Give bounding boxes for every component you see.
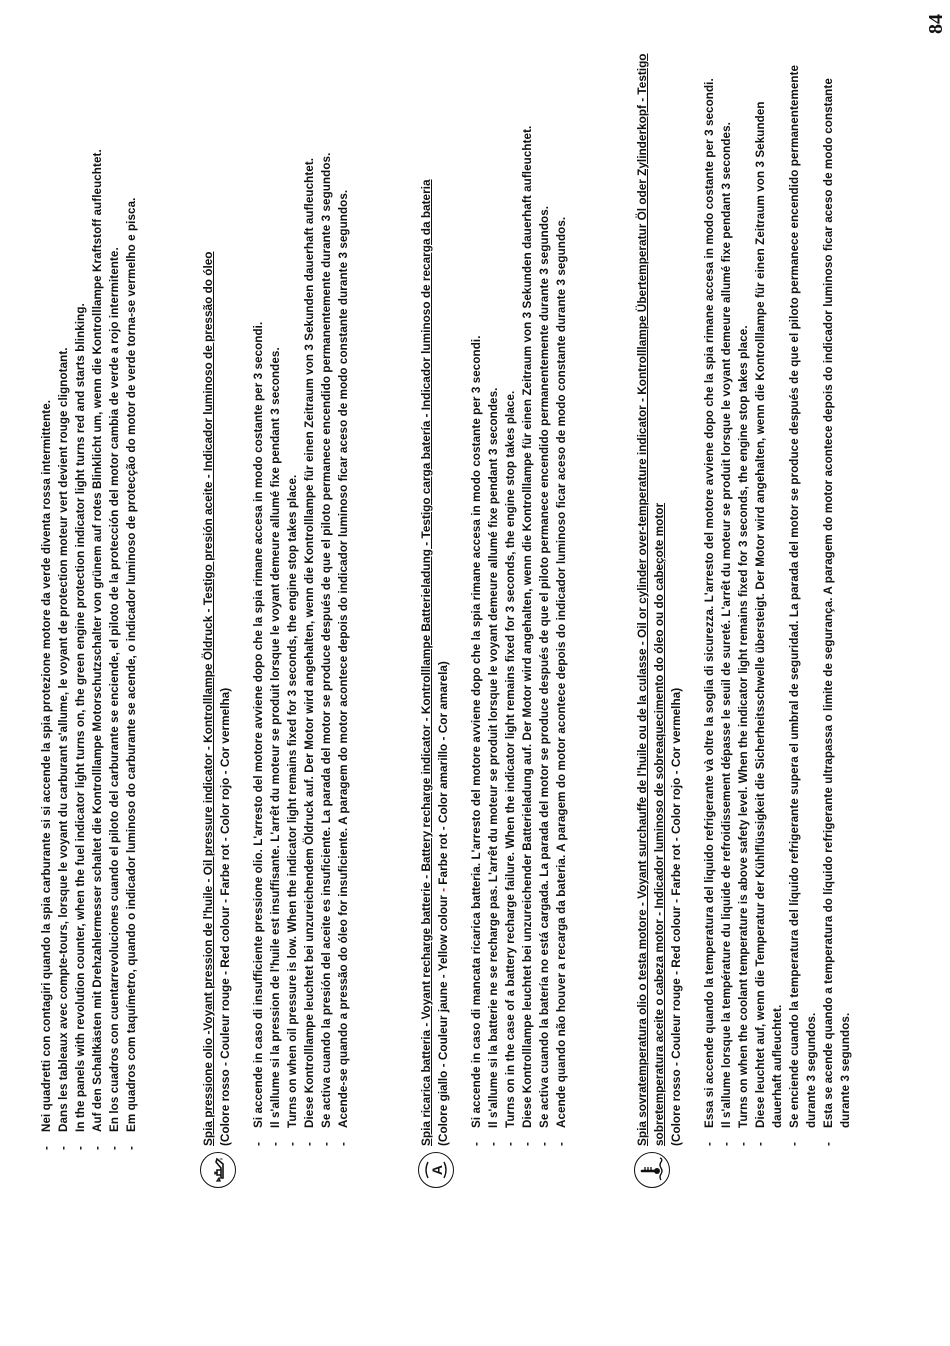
thermometer-icon-graphic — [638, 1156, 666, 1184]
list-item: - Dans les tableaux avec compte-tours, lorsque le voyant du carburant s'allume, le voyant de protection moteur vert devient rouge clignotant. — [55, 50, 72, 1150]
intro-block — [38, 50, 140, 1150]
list-item: - Se enciende cuando la temperatura del líquido refrigerante supera el umbral de seguridad. La parada del motor se produce después de que el piloto permanece encendido permanentemente durante 3 segundos. — [786, 46, 820, 1146]
intro-list — [38, 50, 140, 1150]
section-list — [468, 46, 570, 1146]
list-item: - Auf den Schaltkästen mit Drehzahlermesser schaltet die Kontrolllampe Motorschutzschalter von grünem auf rotes Blinklicht um, wenn die Kontrolllampe Kraftstoff aufleuchtet. — [89, 50, 106, 1150]
oil-can-icon-graphic — [204, 1156, 232, 1184]
colors-text: (Colore rosso - Couleur rouge - Red colour - Farbe rot - Color rojo - Cor vermelha) — [218, 687, 232, 1146]
section-title: Spia pressione olio -Voyant pression de l'huile - Oil pressure indicator - Kontrolllampe Öldruck - Testigo presión aceite - Indicador luminoso de pressão do óleo — [201, 251, 215, 1146]
list-item: - Si accende in caso di mancata ricarica batteria. L'arresto del motore avviene dopo che la spia rimane accesa in modo costante per 3 secondi. — [468, 46, 485, 1146]
list-item: - Diese Kontrolllampe leuchtet bei unzureichendem Öldruck auf. Der Motor wird angehalten, wenn die Kontrolllampe für einen Zeitraum von 3 Sekunden dauerhaft aufleuchtet. — [301, 46, 318, 1146]
list-item: - Se activa cuando la batería no está cargada. La parada del motor se produce después de que el piloto permanece encendido permanentemente durante 3 segundos. — [536, 46, 553, 1146]
list-item: - Turns on in the case of a battery recharge failure. When the indicator light remains fixed for 3 seconds, the engine stop takes place. — [502, 46, 519, 1146]
section-colors — [217, 46, 234, 1146]
list-item: - Esta se acende quando a temperatura do líquido refrigerante ultrapassa o limite de segurança. A paragem do motor acontece depois do indicador luminoso ficar aceso de modo constante durante 3 segundos. — [820, 46, 854, 1146]
section-oil-pressure — [200, 46, 352, 1146]
list-item: - Si accende in caso di insufficiente pressione olio. L'arresto del motore avviene dopo che la spia rimane accesa in modo costante per 3 secondi. — [250, 46, 267, 1146]
list-item: - Il s'allume si la pression de l'huile est insuffisante. L'arrêt du moteur se produit lorsque le voyant demeure allumé fixe pendant 3 secondes. — [267, 46, 284, 1146]
section-title: Spia sovratemperatura olio o testa motore - Voyant surchauffe de l'huile ou de la culasse - Oil or cylinder over-temperature indicator - Kontrolllampe Übertemperatur Öl oder Zylinderkopf - Testigo sobretemperatura aceite o cabeza motor - Indicador luminoso de sobreaquecimento do óleo ou do cabeçote motor — [635, 53, 666, 1146]
section-battery-recharge — [418, 46, 570, 1176]
list-item: - In the panels with revolution counter, when the fuel indicator light turns on, the green engine protection indicator light turns red and starts blinking. — [72, 50, 89, 1150]
list-item: - Acende-se quando a pressão do óleo for insuficiente. A paragem do motor acontece depois do indicador luminoso ficar aceso de modo constante durante 3 segundos. — [335, 46, 352, 1146]
list-item: - Diese leuchtet auf, wenn die Temperatur der Kühlflüssigkeit die Sicherheitsschwelle übersteigt. Der Motor wird angehalten, wenn die Kontrolllampe für einen Zeitraum von 3 Sekunden dauerhaft aufleuchtet. — [752, 46, 786, 1146]
colors-separator: - — [436, 884, 450, 896]
list-item: - Essa si accende quando la temperatura del liquido refrigerante và oltre la soglia di sicurezza. L'arresto del motore avviene dopo che la spia rimane accesa in modo costante per 3 secondi. — [701, 46, 718, 1146]
battery-icon — [418, 1152, 454, 1188]
list-item: - Em quadros com taquímetro, quando o indicador luminoso do carburante se acende, o indicador luminoso de protecção do motor de verde torna-se vermelho e pisca. — [123, 50, 140, 1150]
section-colors — [435, 46, 452, 1146]
list-item: - En los cuadros con cuentarrevoluciones cuando el piloto del carburante se enciende, el piloto de la protección del motor cambia de verde a rojo intermitente. — [106, 50, 123, 1150]
section-colors — [668, 46, 685, 1146]
list-item: - Il s'allume lorsque la température du liquide de refroidissement dépasse le seuil de sureté. L'arrêt du moteur se produit lorsque le voyant demeure allumé fixe pendant 3 secondes. — [718, 46, 735, 1146]
list-item: - Nei quadretti con contagiri quando la spia carburante si si accende la spia protezione motore da verde diventa rossa intermittente. — [38, 50, 55, 1150]
list-item: - Diese Kontrolllampe leuchtet bei unzureichender Batterieladung auf. Der Motor wird angehalten, wenn die Kontrolllampe für einen Zeitraum von 3 Sekunden dauerhaft aufleuchtet. — [519, 46, 536, 1146]
list-item: - Acende quando não houver a recarga da bateria. A paragem do motor acontece depois do indicador luminoso ficar aceso de modo constante durante 3 segundos. — [553, 46, 570, 1146]
thermometer-icon — [634, 1152, 670, 1188]
colors-text: (Colore giallo - Couleur jaune - Yellow colour — [436, 895, 450, 1146]
section-list — [701, 46, 854, 1146]
list-item: - Turns on when the coolant temperature is above safety level. When the indicator light remains fixed for 3 seconds, the engine stop takes place. — [735, 46, 752, 1146]
list-item: - Turns on when oil pressure is low. When the indicator light remains fixed for 3 seconds, the engine stop takes place. — [284, 46, 301, 1146]
section-title: Spia ricarica batteria - Voyant recharge batterie - Battery recharge indicator - Kontrolllampe Batterieladung - Testigo carga batería - Indicador luminoso de recarga da bateria — [419, 179, 433, 1146]
list-item: - Se activa cuando la presión del aceite es insuficiente. La parada del motor se produce después de que el piloto permanece encendido permanentemente durante 3 segundos. — [318, 46, 335, 1146]
section-over-temperature — [634, 46, 854, 1146]
battery-icon-graphic — [422, 1156, 450, 1184]
svg-text:A: A — [429, 1164, 445, 1176]
oil-can-icon — [200, 1152, 236, 1188]
colors-text: Farbe rot - Color amarillo - Cor amarela) — [436, 661, 450, 885]
page-number: 84 — [925, 14, 947, 34]
colors-text: (Colore rosso - Couleur rouge - Red colour - Farbe rot - Color rojo - Cor vermelha) — [669, 687, 683, 1146]
section-list — [250, 46, 352, 1146]
list-item: - Il s'allume si la batterie ne se recharge pas. L'arrêt du moteur se produit lorsque le voyant demeure allumé fixe pendant 3 secondes. — [485, 46, 502, 1146]
